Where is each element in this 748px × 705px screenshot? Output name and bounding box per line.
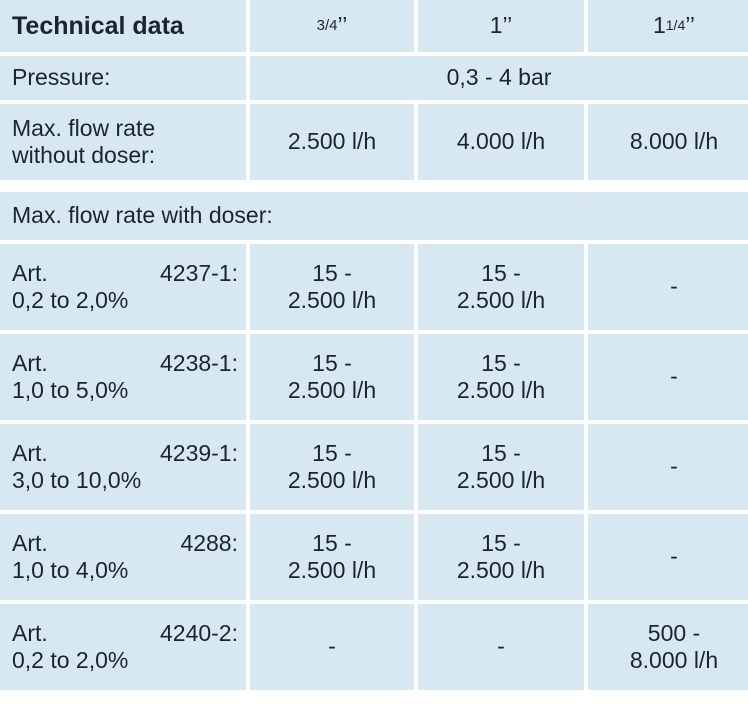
table-header-row (0, 0, 748, 52)
article-4288-value-1-1-4: - (588, 514, 748, 600)
article-4288-prefix: Art. (12, 530, 48, 557)
size-3-4-fraction: 3 (316, 16, 325, 34)
article-4240-2-range: 0,2 to 2,0% (12, 647, 129, 673)
column-header-size-3-4 (250, 0, 414, 52)
article-4238-1-label (0, 334, 246, 420)
max-flow-no-doser-label (0, 104, 246, 180)
section-header-row (0, 192, 748, 240)
article-4238-1-label-line1 (12, 350, 238, 377)
article-4237-1-code: 4237-1: (159, 260, 238, 287)
article-4238-1-value-1-line1: 15 - (481, 350, 521, 377)
article-4237-1-value-1 (418, 244, 584, 330)
size-1-1-4-whole: 1 (652, 12, 666, 39)
table-row (0, 334, 748, 420)
size-1-1-4-suffix: ’’ (685, 12, 696, 39)
table-row (0, 244, 748, 330)
article-4288-value-3-4-line2: 2.500 l/h (287, 557, 377, 583)
article-4237-1-value-1-1-4: - (588, 244, 748, 330)
article-4237-1-value-3-4-line1: 15 - (312, 260, 352, 287)
article-4240-2-value-3-4: - (250, 604, 414, 690)
article-4288-value-3-4-stack (258, 530, 406, 583)
size-3-4-denominator: 4 (329, 16, 338, 34)
article-4238-1-value-3-4-line1: 15 - (312, 350, 352, 377)
column-header-size-1 (418, 0, 584, 52)
article-4240-2-value-1-1-4-stack (596, 620, 748, 673)
article-4288-value-3-4-line1: 15 - (312, 530, 352, 557)
article-4237-1-value-3-4-stack (258, 260, 406, 313)
article-4238-1-value-1-line2: 2.500 l/h (456, 377, 546, 403)
article-4238-1-value-3-4-stack (258, 350, 406, 403)
article-4238-1-range: 1,0 to 5,0% (12, 377, 129, 403)
max-flow-no-doser-label-line2: without doser: (12, 142, 156, 168)
article-4239-1-value-3-4 (250, 424, 414, 510)
article-4237-1-value-1-stack (426, 260, 576, 313)
article-4238-1-value-1-stack (426, 350, 576, 403)
article-4238-1-value-1 (418, 334, 584, 420)
size-1-suffix: ’’ (502, 12, 513, 39)
article-4238-1-prefix: Art. (12, 350, 48, 377)
article-4288-range: 1,0 to 4,0% (12, 557, 129, 583)
article-4237-1-label (0, 244, 246, 330)
article-4288-label-stack (12, 530, 238, 583)
size-3-4-suffix: ’’ (337, 12, 348, 39)
article-4238-1-code: 4238-1: (159, 350, 238, 377)
article-4288-label (0, 514, 246, 600)
max-flow-no-doser-value-3-4: 2.500 l/h (250, 104, 414, 180)
article-4237-1-prefix: Art. (12, 260, 48, 287)
article-4237-1-value-3-4-line2: 2.500 l/h (287, 287, 377, 313)
article-4239-1-value-1-line1: 15 - (481, 440, 521, 467)
article-4288-value-1 (418, 514, 584, 600)
article-4240-2-label-line1 (12, 620, 238, 647)
article-4239-1-value-1-1-4: - (588, 424, 748, 510)
article-4237-1-label-line1 (12, 260, 238, 287)
article-4239-1-range: 3,0 to 10,0% (12, 467, 142, 493)
article-4237-1-value-1-line2: 2.500 l/h (456, 287, 546, 313)
table-row (0, 424, 748, 510)
size-1-1-4-numerator: 1 (665, 17, 674, 34)
article-4237-1-value-3-4 (250, 244, 414, 330)
section-spacer (0, 184, 748, 192)
article-4239-1-label-line1 (12, 440, 238, 467)
article-4239-1-value-3-4-line2: 2.500 l/h (287, 467, 377, 493)
article-4240-2-value-1-1-4-line2: 8.000 l/h (629, 647, 719, 673)
article-4240-2-value-1-1-4 (588, 604, 748, 690)
article-4239-1-value-1-line2: 2.500 l/h (456, 467, 546, 493)
article-4237-1-label-stack (12, 260, 238, 313)
article-4238-1-value-1-1-4: - (588, 334, 748, 420)
article-4237-1-value-1-line1: 15 - (481, 260, 521, 287)
article-4288-value-1-line2: 2.500 l/h (456, 557, 546, 583)
size-3-4-slash: / (325, 16, 330, 34)
max-flow-no-doser-label-stack (12, 115, 238, 168)
article-4288-code: 4288: (180, 530, 238, 557)
article-4239-1-value-3-4-line1: 15 - (312, 440, 352, 467)
table-row (0, 514, 748, 600)
table-row (0, 604, 748, 690)
size-1-whole: 1 (489, 12, 503, 39)
article-4288-value-1-stack (426, 530, 576, 583)
article-4288-value-3-4 (250, 514, 414, 600)
article-4238-1-label-stack (12, 350, 238, 403)
article-4239-1-label-stack (12, 440, 238, 493)
article-4238-1-value-3-4 (250, 334, 414, 420)
max-flow-no-doser-value-1-1-4: 8.000 l/h (588, 104, 748, 180)
article-4288-value-1-line1: 15 - (481, 530, 521, 557)
pressure-label: Pressure: (0, 56, 246, 100)
column-header-size-1-1-4 (588, 0, 748, 52)
article-4239-1-prefix: Art. (12, 440, 48, 467)
article-4239-1-value-1 (418, 424, 584, 510)
max-flow-with-doser-label: Max. flow rate with doser: (0, 192, 748, 240)
article-4239-1-code: 4239-1: (159, 440, 238, 467)
article-4239-1-value-1-stack (426, 440, 576, 493)
table-row (0, 104, 748, 180)
table-title-cell: Technical data (0, 0, 246, 52)
article-4240-2-prefix: Art. (12, 620, 48, 647)
article-4288-label-line1 (12, 530, 238, 557)
size-1-1-4-fraction: 1/4 (665, 17, 686, 34)
article-4240-2-label (0, 604, 246, 690)
article-4240-2-code: 4240-2: (159, 620, 238, 647)
pressure-value: 0,3 - 4 bar (250, 56, 748, 100)
size-1-1-4-denominator: 4 (677, 17, 686, 34)
article-4240-2-value-1-1-4-line1: 500 - (647, 620, 701, 647)
article-4240-2-label-stack (12, 620, 238, 673)
article-4239-1-value-3-4-stack (258, 440, 406, 493)
max-flow-no-doser-label-line1: Max. flow rate (12, 115, 156, 142)
table-row (0, 56, 748, 100)
article-4239-1-label (0, 424, 246, 510)
max-flow-no-doser-value-1: 4.000 l/h (418, 104, 584, 180)
article-4237-1-range: 0,2 to 2,0% (12, 287, 129, 313)
article-4240-2-value-1: - (418, 604, 584, 690)
article-4238-1-value-3-4-line2: 2.500 l/h (287, 377, 377, 403)
